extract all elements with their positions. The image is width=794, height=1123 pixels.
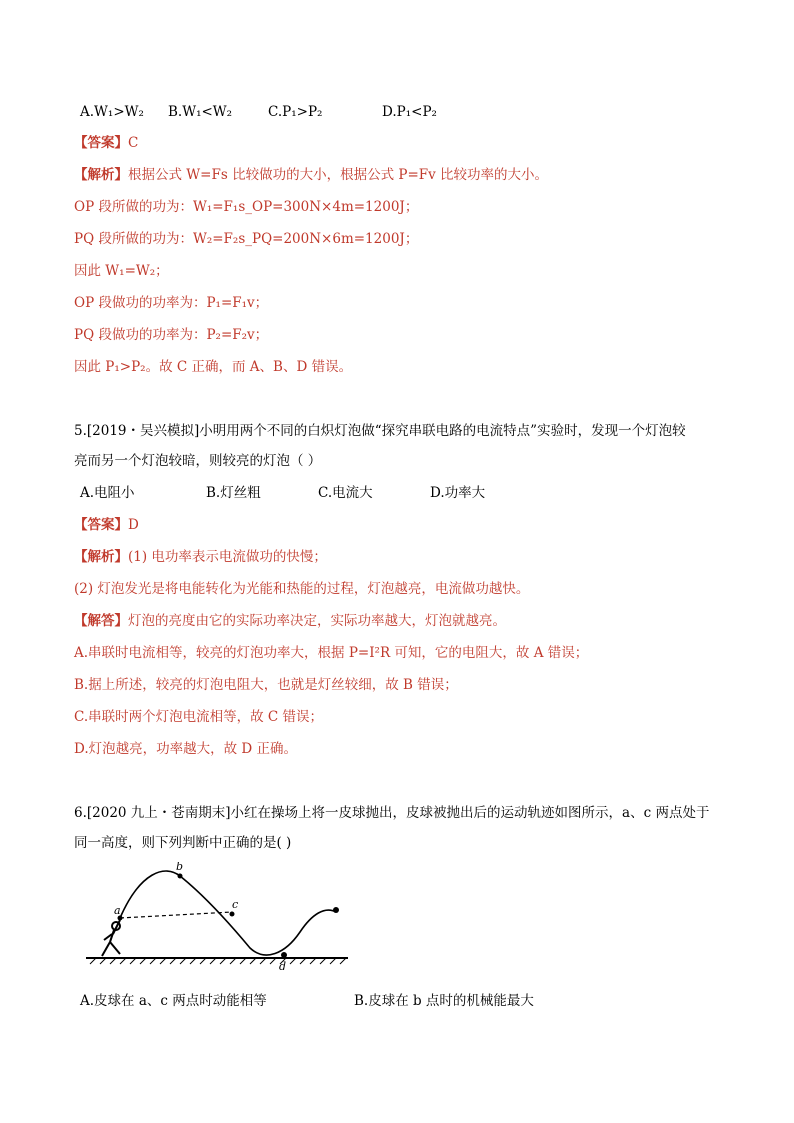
q5-analysis-line-2: (2) 灯泡发光是将电能转化为光能和热能的过程，灯泡越亮，电流做功越快。 [74,581,530,597]
q5-stem-line-1: 5.[2019・吴兴模拟]小明用两个不同的白炽灯泡做“探究串联电路的电流特点”实验时，发现一个灯泡较 [74,423,686,439]
q4-option-c: C.P₁>P₂ [268,104,323,120]
analysis-tag: 【解析】 [74,549,128,565]
q5-solve-line-2: B.据上所述，较亮的灯泡电阻大，也就是灯丝较细，故 B 错误； [74,677,458,693]
point-end [333,907,339,913]
label-b: b [176,862,184,873]
q4-answer-line [74,133,138,153]
q4-option-a: A.W₁>W₂ [80,104,144,120]
q5-option-c: C.电流大 [318,485,373,501]
solve-text: 灯泡的亮度由它的实际功率决定，实际功率越大，灯泡就越亮。 [128,613,506,629]
answer-value: D [128,517,139,533]
q6-stem-line-1: 6.[2020 九上・苍南期末]小红在操场上将一皮球抛出，皮球被抛出后的运动轨迹如图所示，a、c 两点处于 [74,805,710,821]
q5-solve-line-4: D.灯泡越亮，功率越大，故 D 正确。 [74,741,298,757]
analysis-tag: 【解析】 [74,167,128,183]
answer-tag: 【答案】 [74,517,128,533]
person-figure [102,920,120,956]
point-b [178,874,183,879]
q6-option-b: B.皮球在 b 点时的机械能最大 [354,993,534,1009]
point-c [230,912,235,917]
q5-answer-line [74,515,139,535]
q4-analysis-line-4: 因此 W₁=W₂； [74,263,169,279]
q5-solve-line-3: C.串联时两个灯泡电流相等，故 C 错误； [74,709,324,725]
answer-value: C [128,135,139,151]
dashed-line-a-c [120,912,232,918]
ball-trajectory-figure [80,862,360,972]
q6-option-a: A.皮球在 a、c 两点时动能相等 [80,993,267,1009]
point-d [281,952,287,958]
solve-tag: 【解答】 [74,613,128,629]
q4-analysis-line-1 [74,165,548,185]
q5-option-b: B.灯丝粗 [206,485,261,501]
q5-option-d: D.功率大 [430,485,486,501]
analysis-text: (1) 电功率表示电流做功的快慢； [128,549,327,565]
q4-analysis-line-2: OP 段所做的功为：W₁=F₁s_OP=300N×4m=1200J； [74,199,419,215]
answer-tag: 【答案】 [74,135,128,151]
label-a: a [114,904,121,917]
analysis-text: 根据公式 W=Fs 比较做功的大小，根据公式 P=Fv 比较功率的大小。 [128,167,549,183]
label-d: d [279,960,287,972]
trajectory-curve [120,871,336,955]
q6-stem-line-2: 同一高度，则下列判断中正确的是( ) [74,835,292,851]
q4-analysis-line-6: PQ 段做功的功率为：P₂=F₂v； [74,327,269,343]
q4-option-b: B.W₁<W₂ [168,104,233,120]
q4-analysis-line-7: 因此 P₁>P₂。故 C 正确，而 A、B、D 错误。 [74,359,353,375]
q4-analysis-line-3: PQ 段所做的功为：W₂=F₂s_PQ=200N×6m=1200J； [74,231,419,247]
q5-stem-line-2: 亮而另一个灯泡较暗，则较亮的灯泡（ ） [74,453,322,469]
q5-solve-line-1: A.串联时电流相等，较亮的灯泡功率大，根据 P=I²R 可知，它的电阻大，故 A 错误； [74,645,589,661]
q5-analysis-line-1 [74,547,327,567]
q4-analysis-line-5: OP 段做功的功率为：P₁=F₁v； [74,295,269,311]
q5-option-a: A.电阻小 [80,485,135,501]
label-c: c [232,898,239,911]
q5-solve-line-0 [74,611,506,631]
q4-option-d: D.P₁<P₂ [382,104,437,120]
